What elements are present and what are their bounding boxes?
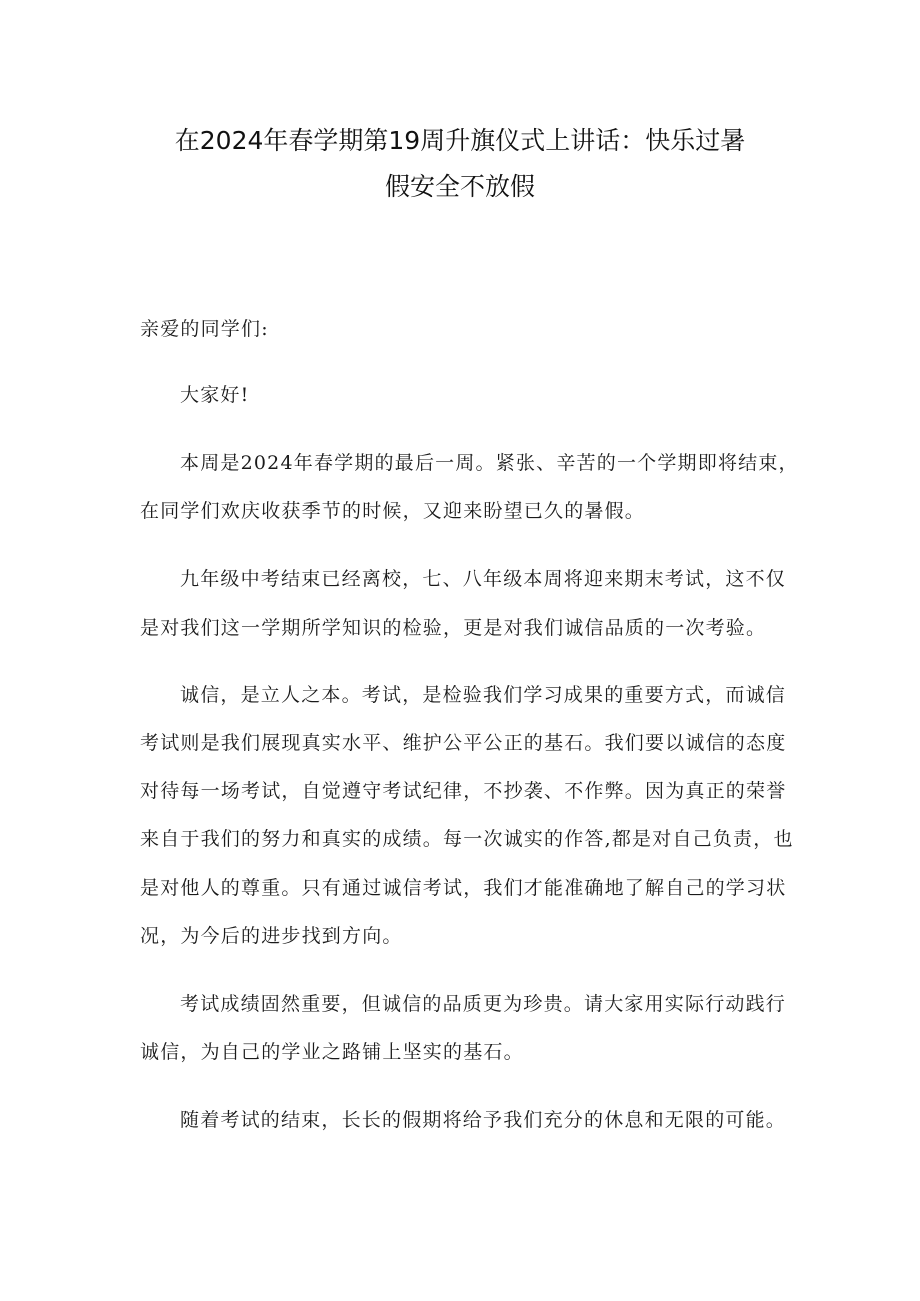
paragraph-line: 随着考试的结束，长长的假期将给予我们充分的休息和无限的可能。 [180, 1109, 787, 1131]
paragraph-line: 是对他人的尊重。只有通过诚信考试，我们才能准确地了解自己的学习状 [140, 877, 787, 899]
salutation: 亲爱的同学们: [140, 318, 269, 340]
title-line-2: 假安全不放假 [384, 172, 535, 201]
paragraph-line: 诚信，是立人之本。考试，是检验我们学习成果的重要方式，而诚信 [180, 684, 787, 706]
paragraph-line: 来自于我们的努力和真实的成绩。每一次诚实的作答,都是对自己负责，也 [140, 828, 794, 850]
paragraph-line: 对待每一场考试，自觉遵守考试纪律，不抄袭、不作弊。因为真正的荣誉 [140, 780, 787, 802]
paragraph-line: 在同学们欢庆收获季节的时候，又迎来盼望已久的暑假。 [140, 500, 646, 522]
document-title [140, 118, 780, 210]
title-line-1: 在2024年春学期第19周升旗仪式上讲话：快乐过暑 [174, 126, 746, 155]
paragraph-line: 九年级中考结束已经离校，七、八年级本周将迎来期末考试，这不仅 [180, 568, 787, 590]
paragraph-line: 考试则是我们展现真实水平、维护公平公正的基石。我们要以诚信的态度 [140, 732, 787, 754]
paragraph-line: 是对我们这一学期所学知识的检验，更是对我们诚信品质的一次考验。 [140, 617, 767, 639]
greeting: 大家好! [180, 384, 250, 406]
paragraph-line: 考试成绩固然重要，但诚信的品质更为珍贵。请大家用实际行动践行 [180, 993, 787, 1015]
paragraph-line: 况，为今后的进步找到方向。 [140, 925, 403, 947]
paragraph-line: 诚信，为自己的学业之路铺上坚实的基石。 [140, 1041, 524, 1063]
paragraph-line: 本周是2024年春学期的最后一周。紧张、辛苦的一个学期即将结束， [180, 452, 799, 474]
